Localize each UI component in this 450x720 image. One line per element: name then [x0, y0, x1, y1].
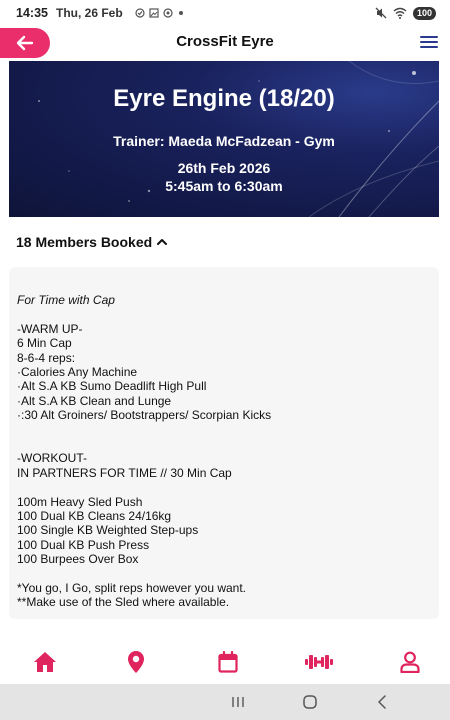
- menu-button[interactable]: [420, 32, 438, 52]
- home-circle-icon: [302, 694, 318, 710]
- workout-spacer: [17, 480, 431, 494]
- status-time: 14:35: [16, 6, 48, 20]
- bottom-nav: [0, 640, 450, 684]
- members-booked-toggle[interactable]: [16, 234, 168, 250]
- nav-calendar[interactable]: [213, 647, 243, 677]
- workout-line: 100 Dual KB Cleans 24/16kg: [17, 509, 172, 524]
- sync-icon: [135, 8, 145, 18]
- workout-spacer: [17, 423, 431, 437]
- class-time: 5:45am to 6:30am: [165, 178, 283, 194]
- workout-spacer: [17, 307, 431, 321]
- workout-line: **Make use of the Sled where available.: [17, 595, 230, 610]
- app-title: CrossFit Eyre: [176, 33, 274, 50]
- class-banner: [9, 61, 439, 217]
- workout-line: 100 Single KB Weighted Step-ups: [17, 523, 199, 538]
- workout-line: ·:30 Alt Groiners/ Bootstrappers/ Scorpian Kicks: [17, 408, 272, 423]
- workout-line: 100m Heavy Sled Push: [17, 494, 143, 509]
- menu-icon-bar: [420, 41, 438, 43]
- gallery-icon: [149, 8, 159, 18]
- recent-apps-button[interactable]: [226, 690, 250, 714]
- nav-profile[interactable]: [395, 647, 425, 677]
- app-header: [0, 26, 450, 60]
- dumbbell-icon: [305, 652, 333, 672]
- workout-line: ·Calories Any Machine: [17, 365, 138, 380]
- workout-line: 6 Min Cap: [17, 336, 72, 351]
- more-notifications-dot: [179, 11, 183, 15]
- system-nav-bar: [0, 684, 450, 720]
- workout-line: 100 Dual KB Push Press: [17, 537, 150, 552]
- recent-apps-icon: [231, 695, 245, 709]
- home-system-button[interactable]: [298, 690, 322, 714]
- battery-indicator: 100: [413, 7, 436, 20]
- menu-icon-bar: [420, 46, 438, 48]
- nav-home[interactable]: [30, 647, 60, 677]
- mute-icon: [375, 7, 387, 19]
- workout-line: IN PARTNERS FOR TIME // 30 Min Cap: [17, 465, 232, 480]
- notification-icons: [135, 8, 183, 18]
- calendar-icon: [218, 651, 238, 673]
- class-trainer: Trainer: Maeda McFadzean - Gym: [113, 133, 335, 149]
- wifi-icon: [393, 7, 407, 19]
- workout-description: [9, 267, 439, 619]
- workout-spacer: [17, 437, 431, 451]
- status-date: Thu, 26 Feb: [55, 6, 123, 20]
- workout-line: *You go, I Go, split reps however you want.: [17, 581, 247, 596]
- chevron-left-icon: [376, 695, 388, 709]
- workout-line: For Time with Cap: [17, 293, 115, 307]
- home-icon: [33, 651, 57, 673]
- profile-icon: [400, 651, 420, 673]
- location-pin-icon: [127, 650, 145, 674]
- workout-line: ·Alt S.A KB Clean and Lunge: [17, 393, 172, 408]
- workout-line: -WORKOUT-: [17, 451, 87, 466]
- nav-location[interactable]: [121, 647, 151, 677]
- chevron-up-icon: [156, 237, 168, 247]
- workout-line: ·Alt S.A KB Sumo Deadlift High Pull: [17, 379, 207, 394]
- workout-line: 8-6-4 reps:: [17, 350, 76, 365]
- system-back-button[interactable]: [370, 690, 394, 714]
- members-booked-label: 18 Members Booked: [16, 234, 153, 250]
- class-title: Eyre Engine (18/20): [113, 85, 335, 112]
- menu-icon-bar: [420, 36, 438, 38]
- workout-line: -WARM UP-: [17, 321, 83, 336]
- class-date: 26th Feb 2026: [177, 160, 271, 176]
- nav-workouts[interactable]: [304, 647, 334, 677]
- workout-spacer: [17, 567, 431, 581]
- app-notification-icon: [163, 8, 173, 18]
- workout-line: 100 Burpees Over Box: [17, 552, 139, 567]
- status-bar: [0, 0, 450, 26]
